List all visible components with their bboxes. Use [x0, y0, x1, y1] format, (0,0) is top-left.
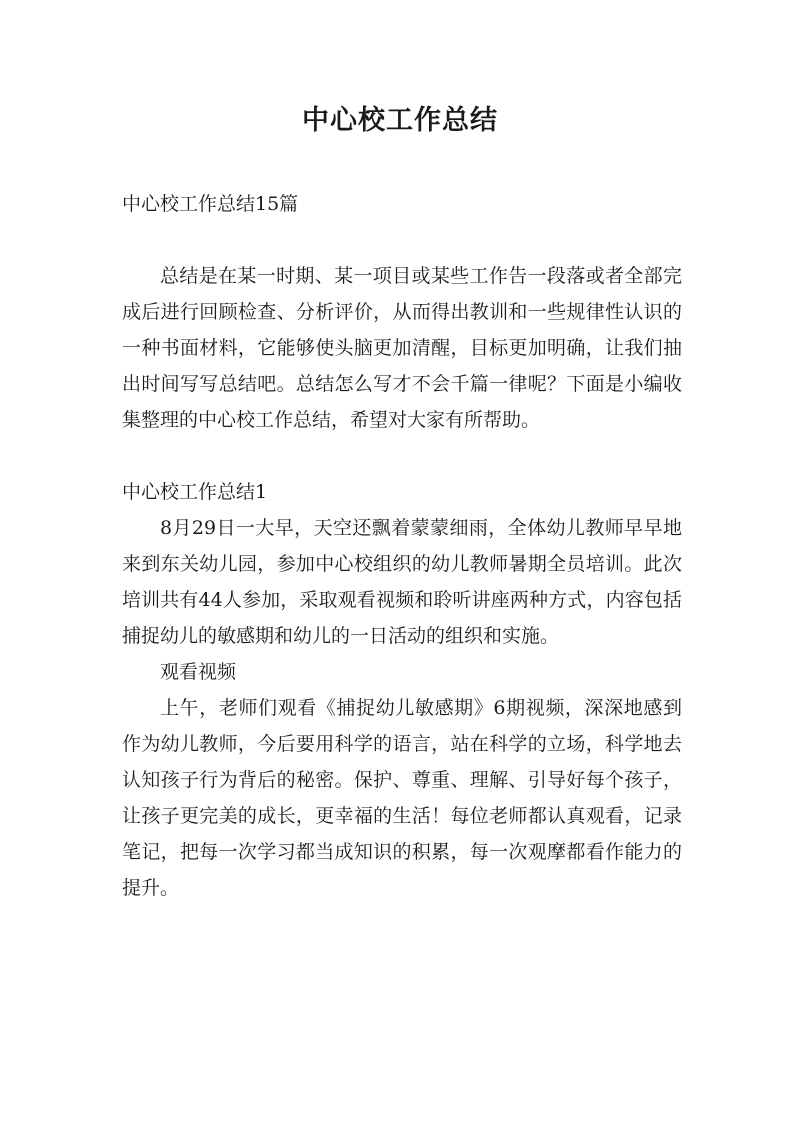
- document-title: 中心校工作总结: [302, 105, 498, 136]
- spacer: [122, 438, 682, 474]
- spacer: [122, 222, 682, 258]
- section-subheading: 观看视频: [160, 661, 237, 683]
- section-paragraph-1: 8月29日一大早，天空还飘着蒙蒙细雨，全体幼儿教师早早地来到东关幼儿园，参加中心校组织的幼儿教师暑期全员培训。此次培训共有44人参加，采取观看视频和聆听讲座两种方式，内容包括捕捉幼儿的敏感期和幼儿的一日活动的组织和实施。: [122, 517, 682, 647]
- intro-paragraph: 总结是在某一时期、某一项目或某些工作告一段落或者全部完成后进行回顾检查、分析评价，从而得出教训和一些规律性认识的一种书面材料，它能够使头脑更加清醒，目标更加明确，让我们抽出时间写写总结吧。总结怎么写才不会千篇一律呢？下面是小编收集整理的中心校工作总结，希望对大家有所帮助。: [122, 265, 682, 431]
- document-subtitle: 中心校工作总结15篇: [122, 193, 299, 215]
- document-body: [122, 186, 682, 906]
- section-paragraph-2: 上午，老师们观看《捕捉幼儿敏感期》6期视频，深深地感到作为幼儿教师，今后要用科学的语言，站在科学的立场，科学地去认知孩子行为背后的秘密。保护、尊重、理解、引导好每个孩子，让孩子更完美的成长，更幸福的生活！每位老师都认真观看，记录笔记，把每一次学习都当成知识的积累，每一次观摩都看作能力的提升。: [122, 697, 682, 899]
- section-heading: 中心校工作总结1: [122, 481, 268, 503]
